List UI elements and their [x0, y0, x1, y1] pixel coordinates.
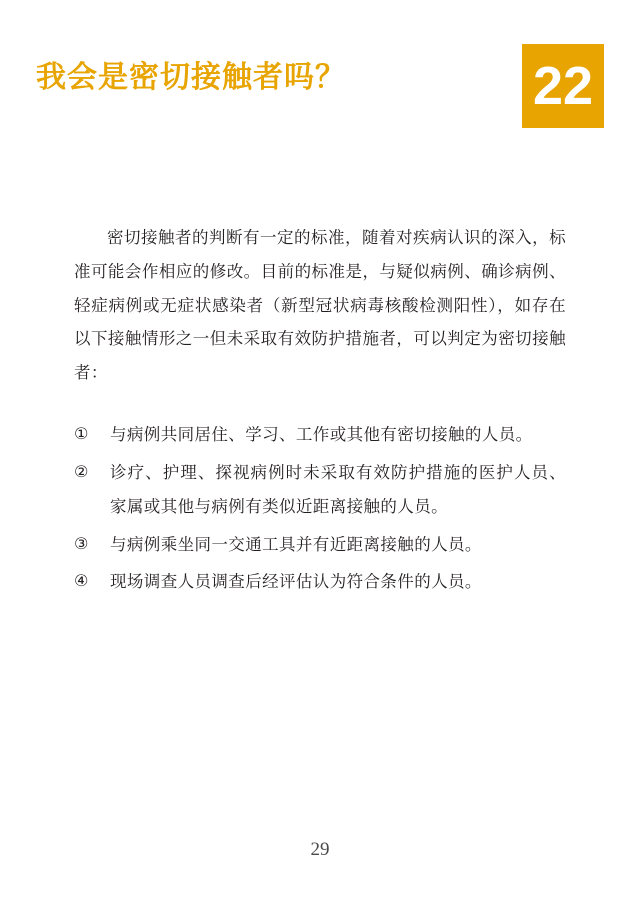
list-item-marker: ② [74, 463, 89, 481]
list-item-marker: ① [74, 426, 89, 444]
page-number: 29 [310, 839, 330, 860]
page-title: 我会是密切接触者吗？ [36, 61, 346, 94]
list-item-text: 现场调查人员调查后经评估认为符合条件的人员。 [110, 573, 482, 592]
page-header [36, 44, 604, 124]
list-item [74, 419, 566, 453]
page-content [74, 222, 566, 604]
list-item-marker: ③ [74, 535, 89, 553]
list-item [74, 529, 566, 563]
list-item-text: 与病例共同居住、学习、工作或其他有密切接触的人员。 [110, 426, 533, 445]
list-item [74, 566, 566, 600]
intro-paragraph: 密切接触者的判断有一定的标准，随着对疾病认识的深入，标准可能会作相应的修改。目前的标准是，与疑似病例、确诊病例、轻症病例或无症状感染者（新型冠状病毒核酸检测阳性），如存在以下接触情形之一但未采取有效防护措施者，可以判定为密切接触者： [74, 229, 566, 383]
list-item-marker: ④ [74, 573, 89, 591]
criteria-list [74, 419, 566, 600]
chapter-number-badge: 22 [522, 44, 604, 128]
list-item-text: 与病例乘坐同一交通工具并有近距离接触的人员。 [110, 535, 482, 554]
list-item-text: 诊疗、护理、探视病例时未采取有效防护措施的医护人员、家属或其他与病例有类似近距离接触的人员。 [110, 463, 566, 516]
list-item [74, 457, 566, 525]
